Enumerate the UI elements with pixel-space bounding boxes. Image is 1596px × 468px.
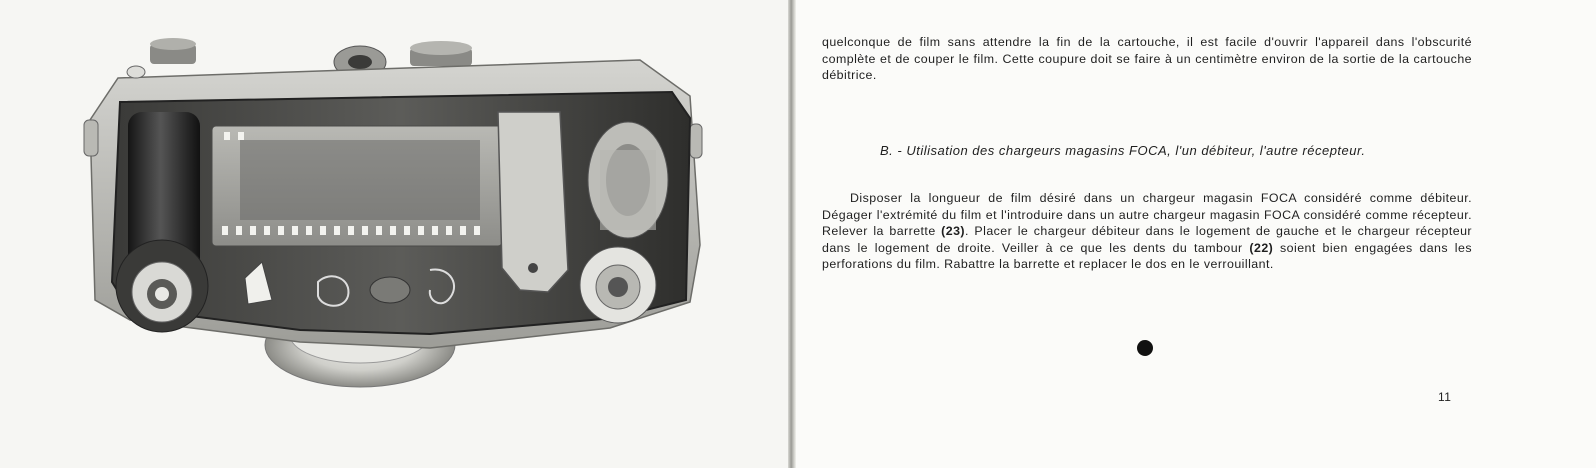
left-page [0,0,790,468]
part-reference-23: (23) [941,224,966,239]
camera-interior-photo [0,0,790,468]
section-bullet-dot [1137,340,1153,356]
right-page [796,0,1596,468]
paragraph-instructions [822,190,1472,273]
book-gutter [788,0,796,468]
paragraph-text: . Placer le chargeur débiteur dans le logement de gauche et le chargeur récepteur dans le logement de droite. Veiller à ce que les dents du tambour [822,224,1473,255]
paragraph-continued: quelconque de film sans attendre la fin de la cartouche, il est facile d'ouvrir l'appareil dans l'obscurité complète et de couper le film. Cette coupure doit se faire à un centimètre environ de la sortie de la cartouche débitrice. [822,35,1472,83]
part-reference-22: (22) [1249,240,1274,255]
paragraph-text: soient bien engagées dans les perforations du film. Rabattre la barrette et replacer le dos en le verrouillant. [822,240,1472,272]
section-heading-b: B. - Utilisation des chargeurs magasins FOCA, l'un débiteur, l'autre récepteur. [880,143,1366,158]
paragraph-text: Disposer la longueur de film désiré dans un chargeur magasin FOCA considéré comme débiteur. Dégager l'extrémité du film et l'introduire dans un autre chargeur magasin FOCA considéré comme récepteur. Relever la barrette [822,191,1472,239]
page-number: 11 [1438,390,1452,404]
